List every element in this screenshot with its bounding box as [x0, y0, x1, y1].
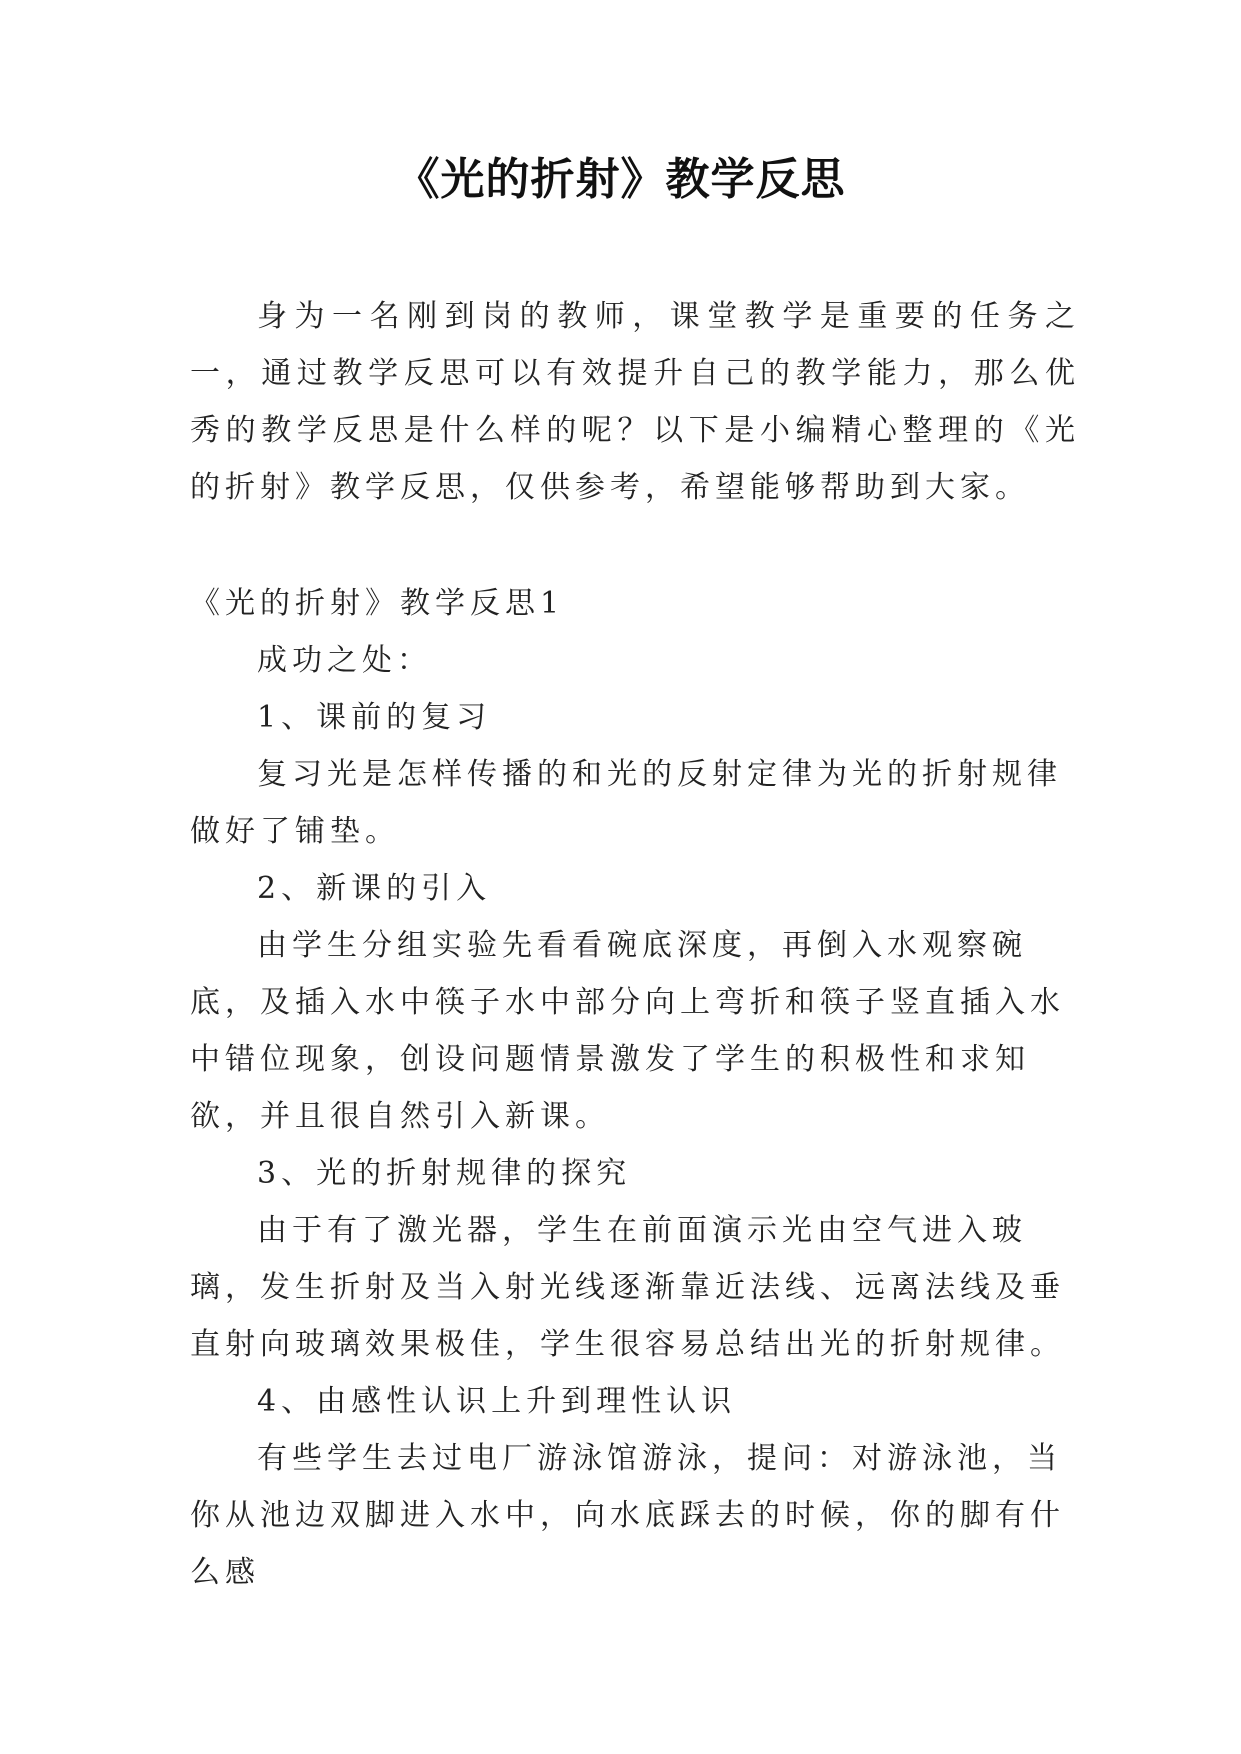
success-label: 成功之处： [257, 643, 432, 678]
intro-paragraph: 身为一名刚到岗的教师，课堂教学是重要的任务之一，通过教学反思可以有效提升自己的教学能力，那么优秀的教学反思是什么样的呢？以下是小编精心整理的《光的折射》教学反思，仅供参考，希望能够帮助到大家。 [190, 299, 1080, 505]
item-paragraph: 复习光是怎样传播的和光的反射定律为光的折射规律做好了铺垫。 [190, 757, 1062, 849]
item-heading: 4、由感性认识上升到理性认识 [257, 1384, 737, 1419]
item-heading: 3、光的折射规律的探究 [257, 1156, 632, 1191]
section-heading: 《光的折射》教学反思1 [190, 586, 565, 621]
item-heading: 2、新课的引入 [257, 871, 492, 906]
item-paragraph: 有些学生去过电厂游泳馆游泳，提问：对游泳池，当你从池边双脚进入水中，向水底踩去的时候，你的脚有什么感 [190, 1441, 1065, 1590]
article-body [190, 575, 1080, 1601]
document-title: 《光的折射》教学反思 [395, 154, 846, 205]
item-heading: 1、课前的复习 [257, 700, 492, 735]
item-paragraph: 由学生分组实验先看看碗底深度，再倒入水观察碗底，及插入水中筷子水中部分向上弯折和筷子竖直插入水中错位现象，创设问题情景激发了学生的积极性和求知欲，并且很自然引入新课。 [190, 928, 1065, 1134]
item-paragraph: 由于有了激光器，学生在前面演示光由空气进入玻璃，发生折射及当入射光线逐渐靠近法线、远离法线及垂直射向玻璃效果极佳，学生很容易总结出光的折射规律。 [190, 1213, 1065, 1362]
